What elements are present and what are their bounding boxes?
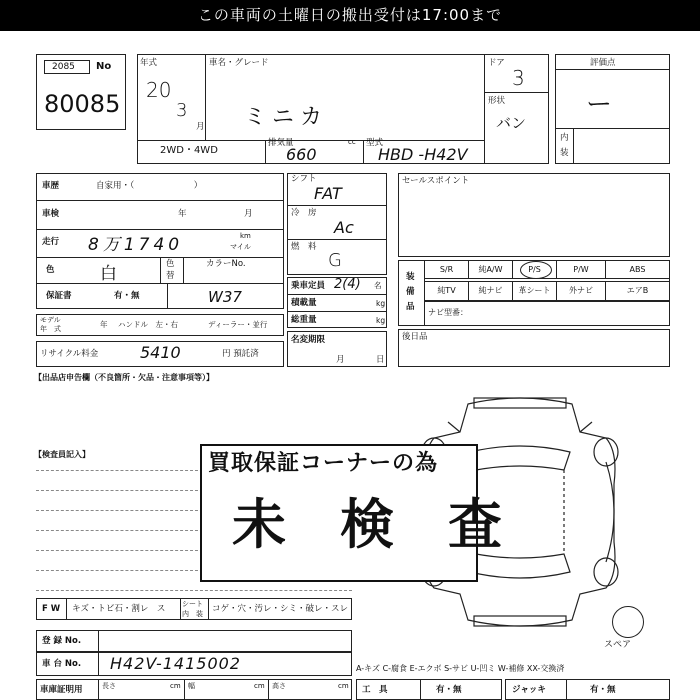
later-items-box: [398, 329, 670, 367]
stamp-guarantee-text: 買取保証コーナーの為: [208, 451, 439, 476]
model-year-unit: 年: [100, 320, 108, 329]
length-unit: cm: [170, 682, 181, 690]
name-change-month: 月: [336, 355, 345, 365]
gross-weight-unit: kg: [376, 316, 386, 325]
month-value: 3: [176, 100, 188, 121]
seat-interior-label-2: 内 装: [182, 610, 203, 618]
stamp-uninspected-text: 未 検 査: [232, 493, 502, 556]
rating-label: 評価点: [590, 58, 616, 68]
jack-value: 有・無: [590, 685, 616, 695]
door-value: 3: [512, 66, 525, 90]
height-label: 高さ: [272, 682, 286, 690]
equipment-label-1: 装: [406, 272, 415, 282]
lot-code: 2085: [52, 62, 75, 72]
navi-model-label: ナビ型番：: [428, 308, 468, 317]
equip-abs: ABS: [605, 260, 670, 279]
warranty-value: 有・無: [114, 291, 140, 301]
steering-side: ハンドル 左・右: [118, 320, 178, 329]
recycle-label: リサイクル料金: [40, 349, 99, 359]
registration-row: [36, 630, 352, 652]
equip-genuine-aw: 純A/W: [468, 260, 513, 279]
inspection-month-unit: 月: [244, 209, 253, 219]
gross-weight-label: 総重量: [291, 315, 317, 325]
spare-label: スペア: [604, 640, 632, 650]
jack-label: ジャッキ: [512, 685, 546, 695]
model-code-label: 型式: [366, 138, 384, 148]
width-unit: cm: [254, 682, 265, 690]
interior-label-2: 装: [560, 148, 569, 158]
inspection-year-unit: 年: [178, 209, 187, 219]
color-label: 色: [46, 265, 55, 275]
model-code-value: HBD -H42V: [378, 145, 468, 164]
tools-value: 有・無: [436, 685, 462, 695]
history-value: 自家用・（ ）: [96, 181, 203, 191]
chassis-value: H42V-1415002: [110, 654, 241, 673]
seating-label: 乗車定員: [291, 281, 326, 291]
drive-type: 2WD・4WD: [160, 145, 218, 156]
mile-unit: マイル: [230, 243, 251, 251]
displacement-value: 660: [286, 145, 317, 164]
rating-value: ー: [586, 90, 613, 120]
equip-power-window: P/W: [556, 260, 606, 279]
name-change-day: 日: [376, 355, 385, 365]
lot-no-label: No: [96, 61, 112, 72]
year-value: 20: [146, 78, 172, 102]
equip-genuine-navi: 純ナビ: [468, 281, 513, 301]
fuel-label: 燃 料: [291, 242, 317, 252]
equipment-label-2: 備: [406, 287, 415, 297]
length-label: 長さ: [102, 682, 116, 690]
recycle-value: 5410: [140, 343, 181, 362]
cc-unit: cc: [348, 138, 356, 146]
body-type-value: バン: [496, 114, 527, 132]
seating-value: 2(4): [334, 277, 361, 292]
width-label: 幅: [188, 682, 195, 690]
fuel-value: G: [328, 250, 342, 271]
equipment-label-3: 品: [406, 302, 415, 312]
equip-aftermarket-navi: 外ナビ: [556, 281, 606, 301]
color-change-2: 替: [166, 271, 175, 281]
equip-sunroof: S/R: [424, 260, 469, 279]
tools-label: 工 具: [362, 685, 388, 695]
inspector-notes-title: 【検査員記入】: [34, 450, 90, 459]
aircon-value: Ac: [334, 218, 354, 237]
body-type-label: 形状: [488, 96, 506, 106]
load-label: 積載量: [291, 298, 317, 308]
pickup-notice-banner: この車両の土曜日の搬出受付は17:00まで: [0, 0, 700, 31]
month-unit: 月: [196, 122, 205, 132]
dealer-import: ディーラー・並行: [208, 320, 268, 329]
door-label: ドア: [488, 58, 505, 68]
equip-genuine-tv: 純TV: [424, 281, 469, 301]
km-unit: km: [240, 232, 251, 240]
height-unit: cm: [338, 682, 349, 690]
garage-cert-label: 車庫証明用: [40, 685, 83, 695]
seat-interior-value: コゲ・穴・汚レ・シミ・破レ・スレ: [212, 604, 349, 614]
history-label: 車歴: [42, 181, 60, 191]
mileage-value: 8万1740: [88, 235, 184, 255]
chassis-label: 車 台 No.: [42, 659, 82, 669]
seat-interior-label-1: シート: [182, 600, 203, 608]
displacement-label: 排気量: [268, 138, 294, 148]
color-no-label: カラーNo.: [206, 259, 246, 269]
power-steering-circle: [520, 261, 552, 279]
model-year-label-1: モデル: [40, 316, 61, 324]
equip-power-steering: P/S: [512, 260, 557, 279]
lot-number: 80085: [44, 90, 121, 118]
car-name-label: 車名・グレード: [209, 58, 269, 68]
spare-tire-circle: [612, 606, 644, 638]
shift-value: FAT: [314, 184, 342, 203]
inspection-label: 車検: [42, 209, 60, 219]
damage-legend: A-キズ C-腐食 E-エクボ S-サビ U-凹ミ W-補修 XX-交換済: [356, 664, 565, 673]
fw-label: F W: [42, 604, 61, 614]
load-unit: kg: [376, 299, 386, 308]
model-year-label-2: 年 式: [40, 325, 61, 333]
color-value: 白: [100, 264, 117, 284]
registration-label: 登 録 No.: [42, 636, 82, 646]
seating-unit: 名: [374, 281, 382, 290]
name-change-label: 名変期限: [291, 335, 326, 345]
equip-airbag: エアB: [605, 281, 670, 301]
equip-leather-seat: 革シート: [512, 281, 557, 301]
shift-label: シフト: [291, 174, 317, 184]
car-name-value: ミニカ: [244, 105, 329, 130]
warranty-label: 保証書: [46, 291, 72, 301]
color-no-value: W37: [208, 288, 242, 306]
year-label: 年式: [140, 58, 158, 68]
mileage-label: 走行: [42, 237, 60, 247]
sales-point-label: セールスポイント: [402, 176, 470, 186]
color-change-1: 色: [166, 259, 175, 269]
recycle-unit: 円 預託済: [222, 349, 259, 359]
aircon-label: 冷 房: [291, 208, 317, 218]
fw-value: キズ・トビ石・割レ ス: [72, 604, 166, 614]
later-items-label: 後日品: [402, 332, 428, 342]
seller-remarks-title: 【出品店申告欄（不良箇所・欠品・注意事項等）】: [34, 373, 214, 382]
interior-label-1: 内: [560, 133, 569, 143]
